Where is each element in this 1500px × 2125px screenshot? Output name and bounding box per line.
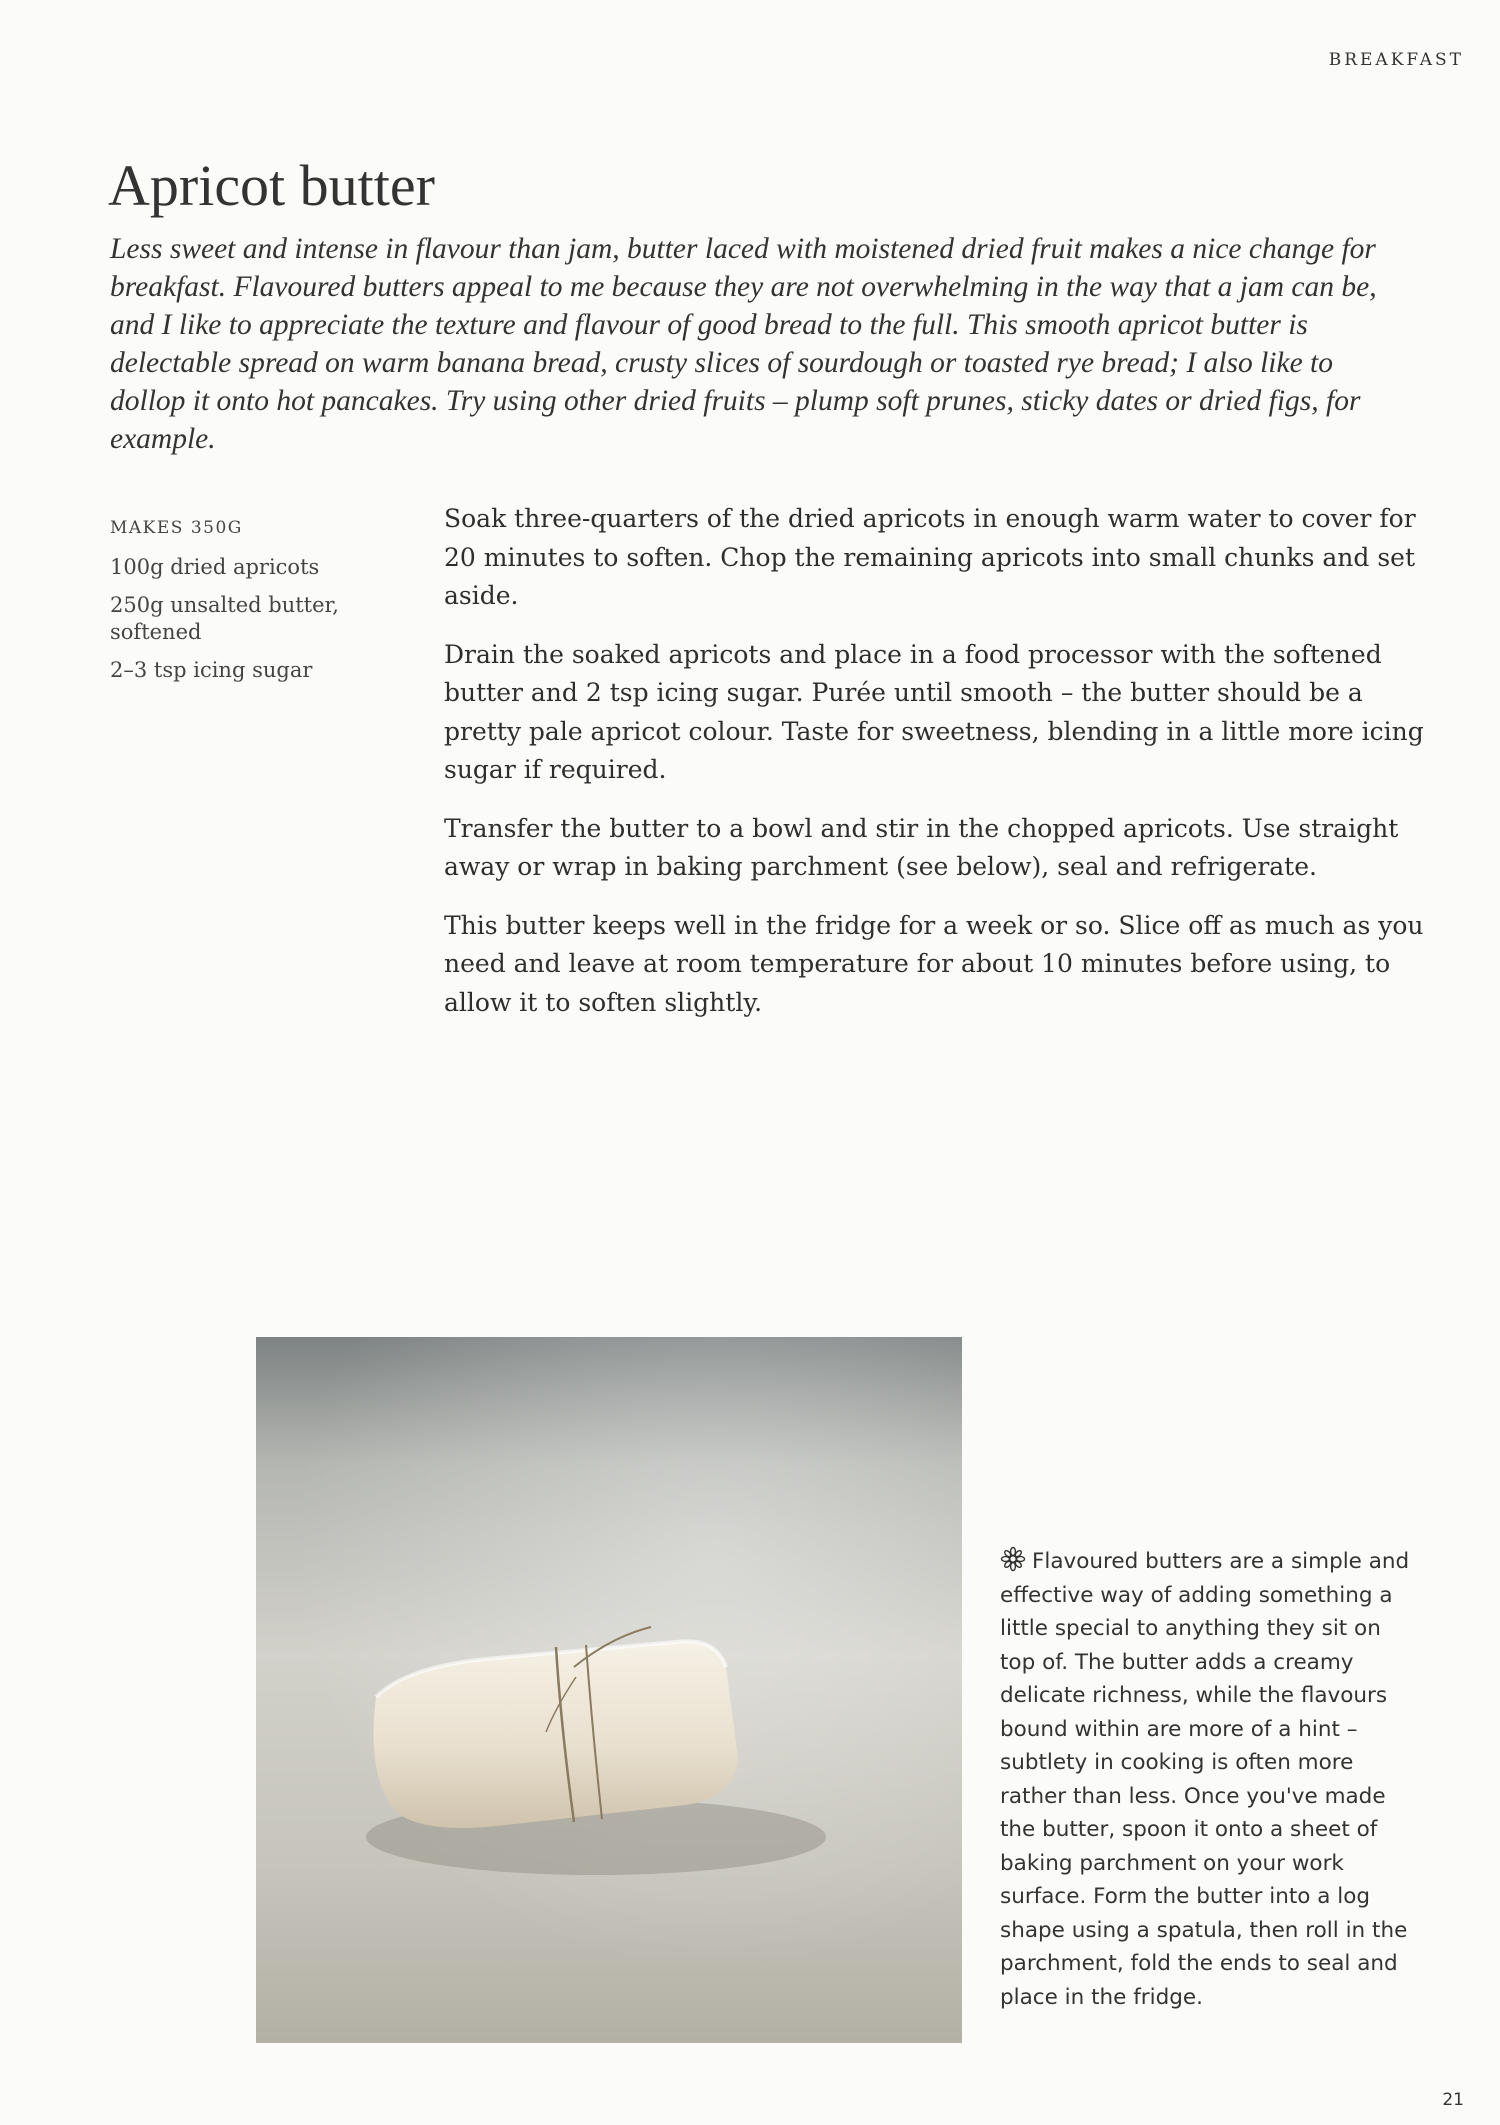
method-steps xyxy=(444,500,1424,1042)
ingredient-item: 2–3 tsp icing sugar xyxy=(110,658,313,682)
yield-label: MAKES 350G xyxy=(110,518,243,538)
recipe-title: Apricot butter xyxy=(108,153,435,218)
tip-text: Flavoured butters are a simple and effective way of adding something a little special to anything they sit on top of. The butter adds a creamy delicate richness, while the flavours bound within are more of a hint – subtlety in cooking is often more rather than less. Once you've made the butter, spoon it onto a sheet of baking parchment on your work surface. Form the butter into a log shape using a spatula, then roll in the parchment, fold the ends to seal and place in the fridge. xyxy=(1000,1549,1410,2010)
method-step: Soak three-quarters of the dried apricots in enough warm water to cover for 20 minutes to soften. Chop the remaining apricots into small chunks and set aside. xyxy=(444,504,1416,610)
tip-box xyxy=(1000,1545,1420,2014)
ingredients-list xyxy=(110,515,400,695)
page-number: 21 xyxy=(1442,2090,1464,2110)
section-label: BREAKFAST xyxy=(1328,50,1464,70)
butter-log-photo xyxy=(256,1337,962,2043)
ingredient-item: 250g unsalted butter, softened xyxy=(110,593,339,644)
ingredient-item: 100g dried apricots xyxy=(110,555,320,579)
method-step: Transfer the butter to a bowl and stir in the chopped apricots. Use straight away or wrap in baking parchment (see below), seal and refrigerate. xyxy=(444,813,1399,881)
flower-icon xyxy=(1000,1546,1026,1572)
method-step: This butter keeps well in the fridge for a week or so. Slice off as much as you need and leave at room temperature for about 10 minutes before using, to allow it to soften slightly. xyxy=(444,910,1424,1017)
method-step: Drain the soaked apricots and place in a food processor with the softened butter and 2 tsp icing sugar. Purée until smooth – the butter should be a pretty pale apricot colour. Taste for sweetness, blending in a little more icing sugar if required. xyxy=(444,639,1424,784)
recipe-intro: Less sweet and intense in flavour than jam, butter laced with moistened dried fruit makes a nice change for breakfast. Flavoured butters appeal to me because they are not overwhelming in the way that a jam can be, and I like to appreciate the texture and flavour of good bread to the full. This smooth apricot butter is delectable spread on warm banana bread, crusty slices of sourdough or toasted rye bread; I also like to dollop it onto hot pancakes. Try using other dried fruits – plump soft prunes, sticky dates or dried figs, for example. xyxy=(110,233,1377,455)
